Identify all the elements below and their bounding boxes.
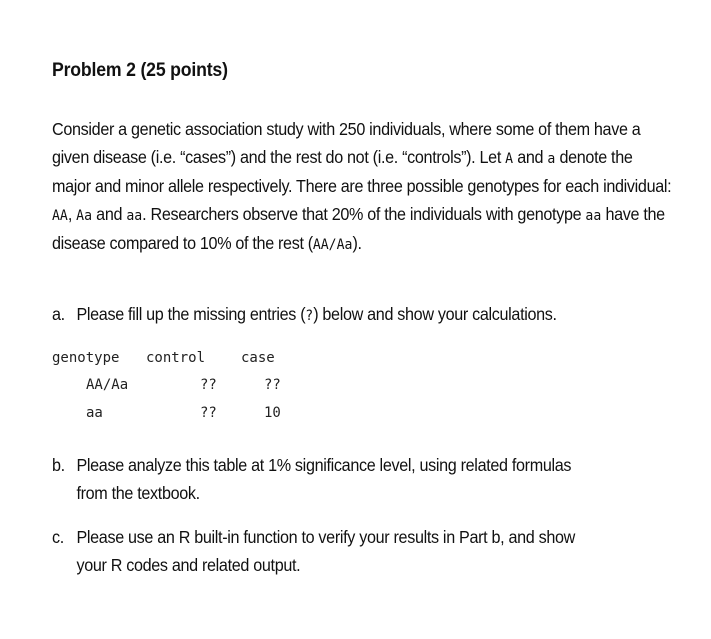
problem-intro [52,116,672,260]
intro-text: denote the major and minor allele respectively. There are three possible genotypes for each individual: [52,146,672,196]
part-b [52,451,672,507]
intro-text: Consider a genetic association study with 250 individuals, where some of them have a given disease (i.e. “cases”) and the rest do not (i.e. “controls”). Let [52,119,641,167]
intro-text: and [92,203,127,224]
genotype-term: AA [312,237,329,253]
part-c-text: Please use an R built-in function to verify your results in Part b, and show [76,527,575,547]
part-a [52,300,672,330]
allele-major: A [505,150,514,167]
row2-case: 10 [264,405,281,421]
row2-genotype: aa [86,405,103,421]
genotype-term: aa [126,207,143,224]
genotype-term: Aa [76,207,93,224]
row1-control: ?? [200,377,217,393]
part-a-text: ) below and show your calculations. [313,304,557,324]
intro-text: and [513,146,548,167]
genotype-term: aa [585,207,602,224]
part-c-text: your R codes and related output. [76,555,301,575]
part-c-marker: c. [52,527,64,547]
row1-genotype: AA/Aa [86,377,129,393]
header-control: control [146,350,206,366]
header-genotype: genotype [52,350,120,366]
row1-case: ?? [264,377,281,393]
part-c [52,523,672,579]
genotype-term: Aa [336,237,353,253]
row2-control: ?? [200,405,217,421]
intro-text: have the disease compared to 10% of the rest ( [52,203,665,253]
part-a-text: Please fill up the missing entries ( [76,304,306,324]
missing-symbol: ? [305,308,314,324]
intro-text: ). [352,233,362,253]
part-b-marker: b. [52,455,65,475]
part-b-text: Please analyze this table at 1% significance level, using related formulas [76,455,572,475]
problem-title: Problem 2 (25 points) [52,60,228,81]
genotype-term: AA [52,207,68,224]
intro-text: / [328,237,337,253]
allele-minor: a [547,150,556,167]
part-a-marker: a. [52,304,65,324]
intro-text: . Researchers observe that 20% of the individuals with genotype [142,203,586,224]
part-b-text: from the textbook. [76,483,200,503]
header-case: case [241,350,275,366]
intro-text: , [67,203,77,224]
